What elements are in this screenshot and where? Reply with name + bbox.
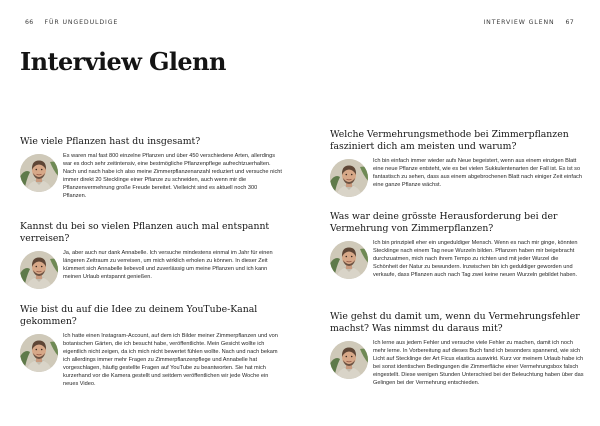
running-head-right xyxy=(483,19,574,26)
avatar-portrait-icon xyxy=(330,159,368,197)
answer-row xyxy=(20,250,282,289)
qa-block-1 xyxy=(20,136,282,201)
avatar-portrait-icon xyxy=(330,241,368,279)
qa-block-5 xyxy=(330,211,584,280)
qa-block-6 xyxy=(330,311,584,388)
answer-text: Ich hatte einen Instagram-Account, auf dem ich Bilder meiner Zimmerpflanzen und von botanischen Gärten, die ich besucht habe, veröffentlichte. Mein Gesicht wollte ich eigentlich nicht zeigen, da ich mich nicht bewertet fühlen wollte. Nach und nach bekam ich allerdings immer mehr Fragen zu Zimmerpflanzenpflege und Annabelle hat vorgeschlagen, häufig gestellte Fragen auf YouTube zu beantworten. Sie hat mich kurzerhand vor die Kamera gestellt und seitdem veröffentlichen wir jede Woche ein neues Video. xyxy=(63,333,278,387)
avatar-portrait-icon xyxy=(20,154,58,192)
answer-text: Ich bin einfach immer wieder aufs Neue begeistert, wenn aus einem einzigen Blatt eine neue Pflanze entsteht, wie es bei vielen Sukkulentenarten der Fall ist. Es ist so fantastisch zu sehen, dass aus einem abgebrochenen Blatt nach einiger Zeit einfach eine ganze Pflanze wächst. xyxy=(373,158,582,189)
qa-block-4 xyxy=(330,129,584,197)
answer-text: Ja, aber auch nur dank Annabelle. Ich versuche mindestens einmal im Jahr für einen längeren Zeitraum zu verreisen, um mich wirklich erholen zu können. In dieser Zeit kümmert sich Annabelle liebevoll und zuverlässig um meine Pflanzen und ich kann meinen Urlaub entspannt genießen. xyxy=(63,250,273,281)
page-number-left: 66 xyxy=(25,19,34,26)
answer-row xyxy=(20,333,282,388)
running-head-left xyxy=(25,19,118,26)
running-title-right: INTERVIEW GLENN xyxy=(483,19,555,26)
question-text: Wie gehst du damit um, wenn du Vermehrungsfehler machst? Was nimmst du daraus mit? xyxy=(330,311,580,335)
qa-block-2 xyxy=(20,221,282,289)
answer-text: Es waren mal fast 800 einzelne Pflanzen und über 450 verschiedene Arten, allerdings war es doch sehr zeitintensiv, eine bestmögliche Pflanzenpflege aufrechtzuerhalten. Nach und nach habe ich also meine Zimmerpflanzenanzahl reduziert und versuche nicht immer direkt 20 Stecklinge einer Pflanze zu schneiden, auch wenn mir die Pflanzenvermehrung große Freude bereitet. Vielleicht sind es aktuell noch 300 Pflanzen. xyxy=(63,153,282,199)
question-text: Wie bist du auf die Idee zu deinem YouTube-Kanal gekommen? xyxy=(20,304,258,328)
question-text: Wie viele Pflanzen hast du insgesamt? xyxy=(20,136,201,147)
question-text: Was war deine grösste Herausforderung bei der Vermehrung von Zimmerpflanzen? xyxy=(330,211,558,235)
avatar-portrait-icon xyxy=(20,334,58,372)
avatar-portrait-icon xyxy=(330,341,368,379)
avatar-portrait-icon xyxy=(20,251,58,289)
answer-row xyxy=(20,153,282,200)
answer-text: Ich lerne aus jedem Fehler und versuche viele Fehler zu machen, damit ich noch mehr lerne. In Vorbereitung auf dieses Buch fand ich besonders spannend, wie sich Licht auf Stecklinge der Art Ficus elastica auswirkt. Kurz vor meinem Urlaub habe ich bei sonst identischen Bedingungen die Zimmerfläche einer Vermehrungsbox falsch eingestellt. Diese wenigen Stunden Unterschied bei der Beleuchtung haben über das Gelingen bei der Vermehrung entschieden. xyxy=(373,340,584,386)
answer-row xyxy=(330,340,584,387)
answer-row xyxy=(330,240,584,280)
question-text: Kannst du bei so vielen Pflanzen auch mal entspannt verreisen? xyxy=(20,221,270,245)
answer-text: Ich bin prinzipiell eher ein ungeduldiger Mensch. Wenn es nach mir ginge, könnten Stecklinge nach einem Tag neue Wurzeln bilden. Pflanzen haben mir beigebracht durchzuatmen, mich nach ihrem Tempo zu richten und mit jeder Wurzel die Schönheit der Natur zu bewundern. Inzwischen bin ich geduldiger geworden und verkaufe, dass Pflanzen auch nach Tag zwei keine neuen Wurzeln gebildet haben. xyxy=(373,240,578,279)
answer-row xyxy=(330,158,584,197)
running-title-left: FÜR UNGEDULDIGE xyxy=(44,19,119,26)
page-number-right: 67 xyxy=(565,19,574,26)
qa-block-3 xyxy=(20,304,282,389)
page-title: Interview Glenn xyxy=(20,47,226,76)
question-text: Welche Vermehrungsmethode bei Zimmerpflanzen fasziniert dich am meisten und warum? xyxy=(330,129,569,153)
